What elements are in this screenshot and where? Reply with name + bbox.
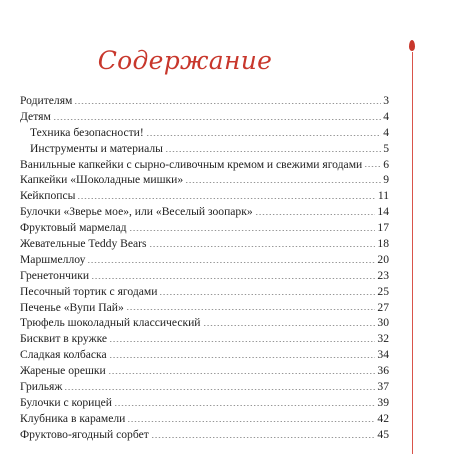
- toc-entry[interactable]: [20, 331, 389, 347]
- dot-leader: [53, 119, 381, 120]
- table-of-contents: [20, 93, 389, 443]
- dot-leader: [364, 166, 381, 167]
- toc-entry-title: Сладкая колбаска: [20, 348, 107, 362]
- toc-entry-page-number: 34: [377, 348, 389, 362]
- toc-entry[interactable]: [20, 268, 389, 284]
- toc-entry-page-number: 37: [377, 380, 389, 394]
- toc-entry-title: Маршмеллоу: [20, 252, 86, 266]
- toc-entry[interactable]: [20, 204, 389, 220]
- toc-entry-page-number: 25: [377, 284, 389, 298]
- toc-entry-page-number: 42: [377, 411, 389, 425]
- toc-entry-title: Фруктово-ягодный сорбет: [20, 427, 149, 441]
- toc-entry[interactable]: [20, 395, 389, 411]
- toc-entry[interactable]: [20, 427, 389, 443]
- toc-entry-page-number: 6: [383, 157, 389, 171]
- toc-entry-page-number: 30: [377, 316, 389, 330]
- toc-entry-title: Родителям: [20, 94, 73, 107]
- toc-entry-title: Жареные орешки: [20, 364, 106, 378]
- decorative-vertical-rule: [412, 52, 413, 454]
- toc-entry-page-number: 4: [383, 125, 389, 139]
- toc-entry-page-number: 20: [377, 252, 389, 266]
- toc-entry-page-number: 4: [383, 109, 389, 123]
- dot-leader: [109, 357, 376, 358]
- toc-entry[interactable]: [20, 284, 389, 300]
- dot-leader: [165, 151, 381, 152]
- toc-entry-title: Фруктовый мармелад: [20, 221, 127, 235]
- dot-leader: [129, 230, 376, 231]
- dot-leader: [146, 135, 381, 136]
- toc-entry[interactable]: [20, 300, 389, 316]
- toc-entry-title: Булочки «Зверье мое», или «Веселый зоопарк»: [20, 205, 253, 219]
- dot-leader: [109, 341, 375, 342]
- dot-leader: [149, 246, 376, 247]
- dot-leader: [151, 437, 376, 438]
- toc-entry-page-number: 17: [377, 221, 389, 235]
- toc-entry-title: Техника безопасности!: [30, 125, 144, 139]
- toc-entry-title: Детям: [20, 109, 51, 123]
- toc-entry-title: Капкейки «Шоколадные мишки»: [20, 173, 184, 187]
- toc-entry-title: Ванильные капкейки с сырно-сливочным кремом и свежими ягодами: [20, 157, 363, 171]
- toc-entry[interactable]: [20, 141, 389, 157]
- dot-leader: [185, 182, 381, 183]
- toc-entry[interactable]: [20, 220, 389, 236]
- dot-leader: [114, 405, 375, 406]
- toc-entry-title: Клубника в карамели: [20, 411, 126, 425]
- toc-entry[interactable]: [20, 315, 389, 331]
- toc-entry-page-number: 39: [377, 395, 389, 409]
- toc-entry-page-number: 32: [377, 332, 389, 346]
- toc-entry-title: Песочный тортик с ягодами: [20, 284, 158, 298]
- dot-leader: [108, 373, 376, 374]
- toc-entry-page-number: 14: [377, 205, 389, 219]
- dot-leader: [91, 278, 375, 279]
- dot-leader: [127, 421, 375, 422]
- toc-entry-title: Гренетончики: [20, 268, 90, 282]
- toc-entry-title: Жевательные Teddy Bears: [20, 237, 147, 251]
- toc-entry-page-number: 27: [377, 300, 389, 314]
- toc-entry[interactable]: [20, 93, 389, 109]
- toc-entry[interactable]: [20, 363, 389, 379]
- dot-leader: [74, 103, 381, 104]
- toc-entry[interactable]: [20, 157, 389, 173]
- toc-entry[interactable]: [20, 379, 389, 395]
- toc-entry-title: Грильяж: [20, 380, 63, 394]
- toc-entry[interactable]: [20, 252, 389, 268]
- dot-leader: [159, 294, 375, 295]
- page-title: Содержание: [97, 46, 273, 75]
- dot-leader: [77, 198, 375, 199]
- toc-entry-page-number: 3: [383, 94, 389, 107]
- toc-entry[interactable]: [20, 188, 389, 204]
- toc-entry-title: Печенье «Вупи Пай»: [20, 300, 124, 314]
- toc-entry-page-number: 18: [377, 237, 389, 251]
- toc-entry-page-number: 23: [377, 268, 389, 282]
- toc-entry[interactable]: [20, 125, 389, 141]
- toc-entry-title: Инструменты и материалы: [30, 141, 163, 155]
- toc-entry[interactable]: [20, 411, 389, 427]
- dot-leader: [64, 389, 375, 390]
- toc-entry-page-number: 9: [383, 173, 389, 187]
- dot-leader: [126, 309, 376, 310]
- toc-entry[interactable]: [20, 236, 389, 252]
- dot-leader: [87, 262, 375, 263]
- decorative-drop-mark: [409, 40, 415, 51]
- toc-entry-page-number: 11: [377, 189, 389, 203]
- toc-entry-page-number: 36: [377, 364, 389, 378]
- toc-entry[interactable]: [20, 347, 389, 363]
- toc-entry-title: Трюфель шоколадный классический: [20, 316, 201, 330]
- dot-leader: [203, 325, 376, 326]
- toc-entry-page-number: 5: [383, 141, 389, 155]
- toc-entry-title: Бисквит в кружке: [20, 332, 108, 346]
- toc-entry-title: Кейкпопсы: [20, 189, 76, 203]
- toc-entry-page-number: 45: [377, 427, 389, 441]
- toc-entry-title: Булочки с корицей: [20, 395, 112, 409]
- toc-entry[interactable]: [20, 109, 389, 125]
- dot-leader: [255, 214, 376, 215]
- toc-entry[interactable]: [20, 172, 389, 188]
